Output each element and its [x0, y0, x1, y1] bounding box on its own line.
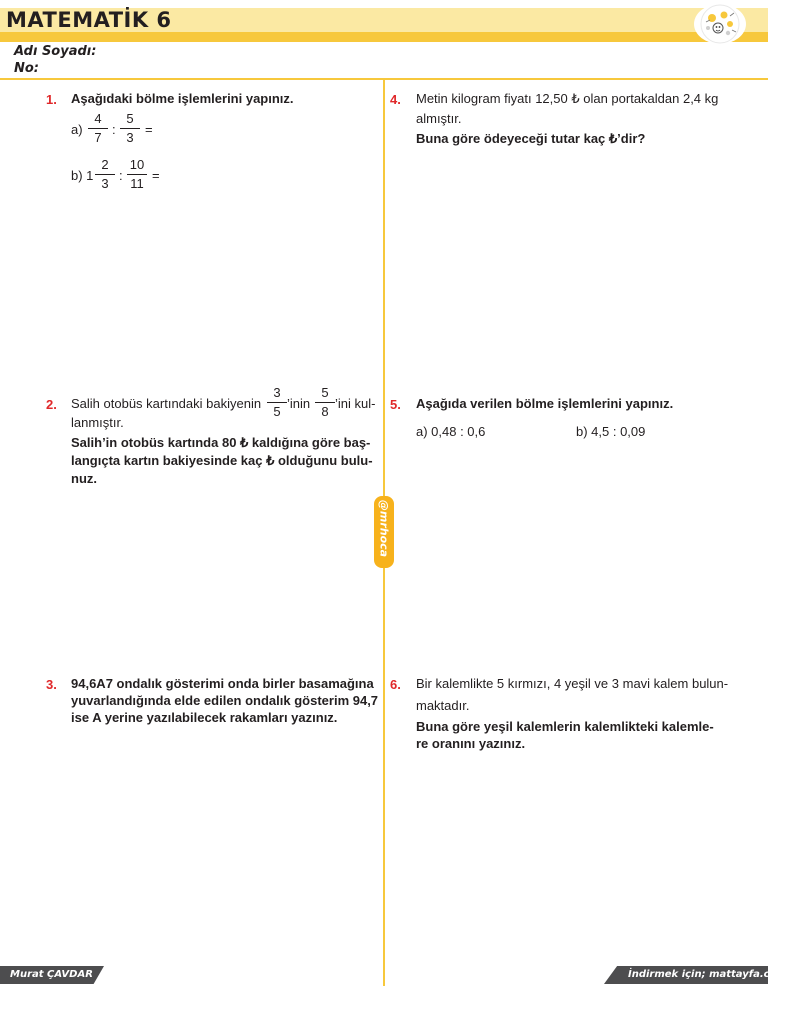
question-2-bold-line3: nuz. [71, 471, 97, 486]
question-4-line2: almıştır. [416, 111, 462, 126]
fraction-numerator: 3 [273, 385, 281, 400]
question-4-bold-line: Buna göre ödeyeceği tutar kaç ₺’dir? [416, 131, 646, 146]
footer-download-link[interactable]: İndirmek için; mattayfa.com [628, 969, 787, 980]
page-title: MATEMATİK 6 [6, 8, 172, 32]
question-2-bold-line1: Salih’in otobüs kartında 80 ₺ kaldığına göre baş- [71, 435, 371, 450]
question-1-a-fraction-2 [118, 110, 142, 147]
question-3-line2: yuvarlandığında elde edilen ondalık gösterim 94,7 [71, 693, 379, 708]
question-6-bold-line2: re oranını yazınız. [416, 736, 526, 751]
number-label: No: [14, 61, 40, 76]
question-1-a-equals: = [145, 122, 153, 137]
question-5-b: b) 4,5 : 0,09 [576, 424, 646, 439]
fraction-denominator: 8 [321, 404, 329, 419]
question-1-b-operator: : [119, 168, 123, 183]
fraction-numerator: 2 [101, 157, 109, 172]
question-2-number: 2. [46, 397, 57, 412]
fraction-numerator: 5 [321, 385, 329, 400]
header-stripe [0, 32, 768, 42]
question-2-line2: lanmıştır. [71, 415, 124, 430]
author-handle-badge [374, 496, 394, 568]
question-1-a-label: a) [71, 122, 83, 137]
question-1-text: Aşağıdaki bölme işlemlerini yapınız. [71, 91, 294, 106]
question-4-number: 4. [390, 92, 401, 107]
question-5-text: Aşağıda verilen bölme işlemlerini yapınız. [416, 396, 674, 411]
fraction-denominator: 5 [273, 404, 281, 419]
question-1-b-label: b) 1 [71, 168, 94, 183]
fraction-denominator: 3 [101, 176, 109, 191]
fraction-denominator: 11 [130, 176, 144, 191]
question-6-number: 6. [390, 677, 401, 692]
fraction-numerator: 5 [126, 111, 134, 126]
question-6-line2: maktadır. [416, 698, 470, 713]
question-5-a: a) 0,48 : 0,6 [416, 424, 486, 439]
question-5-number: 5. [390, 397, 401, 412]
footer-author: Murat ÇAVDAR [10, 969, 93, 980]
question-1-b-equals: = [152, 168, 160, 183]
question-3-line3: ise A yerine yazılabilecek rakamları yazınız. [71, 710, 338, 725]
author-handle-text: @mrhoca [377, 499, 391, 558]
question-3-line1: 94,6A7 ondalık gösterimi onda birler basamağına [71, 676, 374, 691]
question-2-line1-end: ’ini kul- [335, 396, 376, 411]
question-2-line1-start: Salih otobüs kartındaki bakiyenin [71, 396, 262, 411]
fraction-denominator: 3 [126, 130, 134, 145]
question-4-line1: Metin kilogram fiyatı 12,50 ₺ olan portakaldan 2,4 kg [416, 91, 719, 106]
question-6-line1: Bir kalemlikte 5 kırmızı, 4 yeşil ve 3 mavi kalem bulun- [416, 676, 729, 691]
question-1-number: 1. [46, 92, 57, 107]
question-3-number: 3. [46, 677, 57, 692]
question-1-a-fraction-1 [86, 110, 110, 147]
question-1-b-fraction-2 [125, 156, 149, 193]
fraction-numerator: 10 [129, 157, 145, 172]
fraction-denominator: 7 [94, 130, 102, 145]
question-2-line1-middle: ’inin [287, 396, 311, 411]
name-label: Adı Soyadı: [14, 44, 97, 59]
question-1-a-operator: : [112, 122, 116, 137]
question-2-bold-line2: langıçta kartın bakiyesinde kaç ₺ olduğunu bulu- [71, 453, 373, 468]
question-6-bold-line1: Buna göre yeşil kalemlerin kalemlikteki kalemle- [416, 719, 714, 734]
mascot-logo-icon [694, 4, 746, 44]
question-2-fraction-2 [313, 384, 337, 421]
question-2-fraction-1 [265, 384, 289, 421]
fraction-numerator: 4 [94, 111, 102, 126]
question-1-b-fraction-1 [93, 156, 117, 193]
